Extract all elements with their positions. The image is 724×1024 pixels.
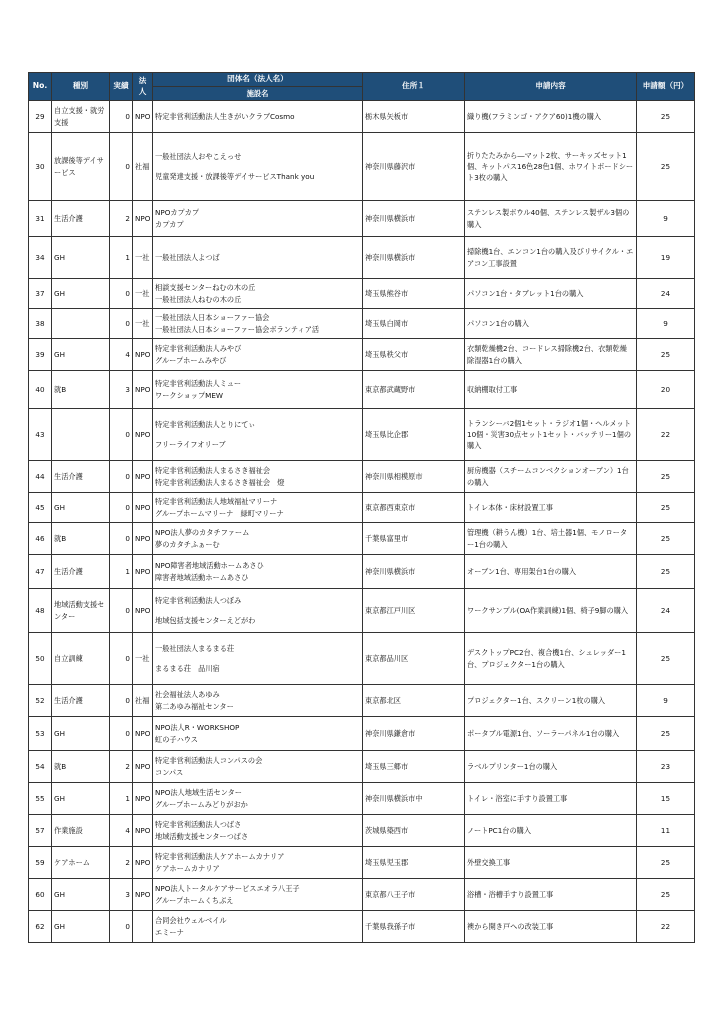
header-jisseki: 実績 xyxy=(110,73,133,101)
row-hojin: NPO xyxy=(133,339,153,371)
row-kind: GH xyxy=(52,879,110,911)
row-amount: 25 xyxy=(637,461,695,493)
row-amount: 15 xyxy=(637,783,695,815)
row-amount: 23 xyxy=(637,751,695,783)
row-org-name: 特定非営利活動法人とりにてぃ xyxy=(155,419,256,429)
row-facility-name: 一般社団法人ねむの木の丘 xyxy=(155,294,242,304)
header-amount: 申請額（円） xyxy=(637,73,695,101)
row-org-name: 特定非営利活動法人生きがいクラブCosmo xyxy=(155,111,295,121)
row-hojin: NPO xyxy=(133,493,153,523)
row-hojin: NPO xyxy=(133,409,153,461)
row-facility-name: 地域包括支援センターえどがわ xyxy=(155,616,256,625)
row-hojin: NPO xyxy=(133,847,153,879)
row-kind: 就B xyxy=(52,751,110,783)
row-jisseki: 0 xyxy=(110,461,133,493)
row-address: 茨城県築西市 xyxy=(363,815,465,847)
table-row xyxy=(29,371,695,409)
row-hojin: 一社 xyxy=(133,309,153,339)
row-request: 織り機(フラミンゴ・アクア60)1機の購入 xyxy=(465,101,637,133)
row-jisseki: 2 xyxy=(110,847,133,879)
row-request: トイレ本体・床材設置工事 xyxy=(465,493,637,523)
row-facility-name: 夢のカタチふぁーむ xyxy=(155,539,220,549)
row-address: 東京都北区 xyxy=(363,685,465,717)
row-request: ステンレス製ボウル40個、ステンレス製ザル3個の購入 xyxy=(465,201,637,237)
row-request: 厨房機器（スチームコンベクションオーブン）1台の購入 xyxy=(465,461,637,493)
row-request: ポータブル電源1台、ソーラーパネル1台の購入 xyxy=(465,717,637,751)
row-jisseki: 2 xyxy=(110,201,133,237)
row-no: 29 xyxy=(29,101,52,133)
row-no: 47 xyxy=(29,555,52,589)
table-row xyxy=(29,783,695,815)
row-amount: 25 xyxy=(637,339,695,371)
row-kind: GH xyxy=(52,493,110,523)
row-jisseki: 3 xyxy=(110,879,133,911)
row-amount: 19 xyxy=(637,237,695,279)
row-request: 襖から開き戸への改装工事 xyxy=(465,911,637,943)
row-no: 53 xyxy=(29,717,52,751)
row-hojin: 一社 xyxy=(133,237,153,279)
row-request: 掃除機1台、エンコン1台の購入及びリサイクル・エアコン工事設置 xyxy=(465,237,637,279)
row-request: デスクトップPC2台、複合機1台、シュレッダー1台、プロジェクター1台の購入 xyxy=(465,633,637,685)
row-address: 神奈川県藤沢市 xyxy=(363,133,465,201)
row-facility-name: 特定非営利活動法人まるさき福祉会 燈 xyxy=(155,477,285,487)
row-kind: GH xyxy=(52,783,110,815)
row-hojin: NPO xyxy=(133,717,153,751)
row-address: 埼玉県白岡市 xyxy=(363,309,465,339)
row-amount: 25 xyxy=(637,493,695,523)
row-request: ラベルプリンター1台の購入 xyxy=(465,751,637,783)
row-org-name: NPO障害者地域活動ホームあさひ xyxy=(155,561,264,571)
row-address: 神奈川県横浜市 xyxy=(363,237,465,279)
row-jisseki: 2 xyxy=(110,751,133,783)
row-request: 収納棚取付工事 xyxy=(465,371,637,409)
table-row xyxy=(29,493,695,523)
row-no: 57 xyxy=(29,815,52,847)
row-no: 50 xyxy=(29,633,52,685)
row-no: 44 xyxy=(29,461,52,493)
row-jisseki: 0 xyxy=(110,911,133,943)
row-no: 40 xyxy=(29,371,52,409)
row-request: 折りたたみから―マット2枚、サーキッズセット1個、キットパス16色28色1個、ホワイトボードシート3枚の購入 xyxy=(465,133,637,201)
row-organization xyxy=(153,461,363,493)
row-organization xyxy=(153,493,363,523)
row-address: 千葉県富里市 xyxy=(363,523,465,555)
row-address: 埼玉県児玉郡 xyxy=(363,847,465,879)
row-jisseki: 0 xyxy=(110,717,133,751)
row-organization xyxy=(153,555,363,589)
row-facility-name: エミーナ xyxy=(155,927,184,937)
row-amount: 25 xyxy=(637,879,695,911)
table-row xyxy=(29,633,695,685)
row-hojin: NPO xyxy=(133,523,153,555)
row-organization xyxy=(153,751,363,783)
row-hojin: 社福 xyxy=(133,685,153,717)
row-kind: 自立訓練 xyxy=(52,633,110,685)
row-kind xyxy=(52,309,110,339)
row-jisseki: 0 xyxy=(110,685,133,717)
row-no: 54 xyxy=(29,751,52,783)
row-amount: 25 xyxy=(637,555,695,589)
table-row xyxy=(29,237,695,279)
row-organization xyxy=(153,589,363,633)
row-org-name: 特定非営利活動法人つぼみ xyxy=(155,595,242,605)
row-organization xyxy=(153,309,363,339)
row-org-name: NPO法人夢のカタチファーム xyxy=(155,528,250,538)
row-request: 管理機（耕うん機）1台、培土器1個、モノローター1台の購入 xyxy=(465,523,637,555)
row-org-name: 社会福祉法人あゆみ xyxy=(155,690,220,700)
row-hojin: NPO xyxy=(133,461,153,493)
row-no: 62 xyxy=(29,911,52,943)
row-kind: 自立支援・就労支援 xyxy=(52,101,110,133)
row-request: 衣類乾燥機2台、コードレス掃除機2台、衣類乾燥除湿器1台の購入 xyxy=(465,339,637,371)
row-hojin xyxy=(133,911,153,943)
row-jisseki: 0 xyxy=(110,279,133,309)
row-organization xyxy=(153,279,363,309)
row-amount: 25 xyxy=(637,717,695,751)
row-hojin: NPO xyxy=(133,101,153,133)
row-jisseki: 1 xyxy=(110,555,133,589)
row-hojin: NPO xyxy=(133,371,153,409)
row-kind: 生活介護 xyxy=(52,201,110,237)
row-facility-name: 一般社団法人日本ショーファー協会ボランティア活 xyxy=(155,324,320,334)
row-organization xyxy=(153,371,363,409)
row-amount: 9 xyxy=(637,309,695,339)
table-row xyxy=(29,201,695,237)
row-kind: 生活介護 xyxy=(52,555,110,589)
row-hojin: NPO xyxy=(133,751,153,783)
row-no: 31 xyxy=(29,201,52,237)
row-amount: 20 xyxy=(637,371,695,409)
row-request: パソコン1台・タブレット1台の購入 xyxy=(465,279,637,309)
row-no: 45 xyxy=(29,493,52,523)
row-facility-name: 障害者地域活動ホームあさひ xyxy=(155,572,249,582)
row-address: 神奈川県鎌倉市 xyxy=(363,717,465,751)
row-jisseki: 4 xyxy=(110,815,133,847)
row-amount: 25 xyxy=(637,133,695,201)
row-address: 埼玉県熊谷市 xyxy=(363,279,465,309)
row-jisseki: 0 xyxy=(110,589,133,633)
row-amount: 25 xyxy=(637,847,695,879)
row-jisseki: 0 xyxy=(110,309,133,339)
row-amount: 11 xyxy=(637,815,695,847)
row-organization xyxy=(153,237,363,279)
row-facility-name: カプカプ xyxy=(155,219,184,229)
row-facility-name: グループホームくちぶえ xyxy=(155,895,234,905)
row-org-name: 特定非営利活動法人ミュー xyxy=(155,379,242,389)
row-jisseki: 0 xyxy=(110,133,133,201)
row-address: 東京都品川区 xyxy=(363,633,465,685)
table-row xyxy=(29,847,695,879)
row-address: 埼玉県比企郡 xyxy=(363,409,465,461)
row-org-name: NPO法人地域生活センター xyxy=(155,788,242,798)
row-facility-name: まるまる荘 品川宿 xyxy=(155,664,220,673)
row-hojin: NPO xyxy=(133,589,153,633)
row-address: 神奈川県横浜市中 xyxy=(363,783,465,815)
row-kind: GH xyxy=(52,279,110,309)
row-org-name: 一般社団法人よつば xyxy=(155,252,220,262)
row-facility-name: 第二あゆみ福祉センター xyxy=(155,701,234,711)
row-no: 43 xyxy=(29,409,52,461)
row-amount: 22 xyxy=(637,409,695,461)
row-request: プロジェクター1台、スクリーン1枚の購入 xyxy=(465,685,637,717)
row-hojin: NPO xyxy=(133,555,153,589)
row-no: 52 xyxy=(29,685,52,717)
row-address: 東京都西東京市 xyxy=(363,493,465,523)
row-no: 46 xyxy=(29,523,52,555)
row-org-name: NPO法人トータルケアサービスエオラ八王子 xyxy=(155,884,300,894)
table-row xyxy=(29,339,695,371)
row-kind: GH xyxy=(52,911,110,943)
row-address: 千葉県我孫子市 xyxy=(363,911,465,943)
row-org-name: 特定非営利活動法人つばさ xyxy=(155,820,242,830)
table-row xyxy=(29,461,695,493)
row-jisseki: 3 xyxy=(110,371,133,409)
header-org-sub: 施設名 xyxy=(153,87,363,101)
row-kind: 就B xyxy=(52,523,110,555)
row-amount: 25 xyxy=(637,523,695,555)
row-kind: GH xyxy=(52,339,110,371)
table-row xyxy=(29,523,695,555)
row-organization xyxy=(153,201,363,237)
row-kind: 地域活動支援センター xyxy=(52,589,110,633)
row-kind: 生活介護 xyxy=(52,461,110,493)
row-no: 37 xyxy=(29,279,52,309)
header-address: 住所１ xyxy=(363,73,465,101)
row-no: 59 xyxy=(29,847,52,879)
row-no: 30 xyxy=(29,133,52,201)
table-row xyxy=(29,409,695,461)
row-hojin: 一社 xyxy=(133,633,153,685)
row-jisseki: 0 xyxy=(110,493,133,523)
header-org-main: 団体名（法人名） xyxy=(153,73,363,87)
row-organization xyxy=(153,783,363,815)
row-org-name: NPOカプカプ xyxy=(155,208,200,218)
row-jisseki: 0 xyxy=(110,101,133,133)
row-hojin: NPO xyxy=(133,815,153,847)
row-address: 東京都八王子市 xyxy=(363,879,465,911)
row-request: トイレ・浴室に手すり設置工事 xyxy=(465,783,637,815)
row-organization xyxy=(153,339,363,371)
row-request: トランシーバ2個1セット・ラジオ1個・ヘルメット10個・災害30点セット1セット・バッテリー1個の購入 xyxy=(465,409,637,461)
row-kind: GH xyxy=(52,237,110,279)
grant-application-table xyxy=(28,72,695,943)
row-kind xyxy=(52,409,110,461)
row-kind: 就B xyxy=(52,371,110,409)
row-jisseki: 1 xyxy=(110,783,133,815)
row-jisseki: 0 xyxy=(110,633,133,685)
table-row xyxy=(29,717,695,751)
row-no: 60 xyxy=(29,879,52,911)
row-org-name: 特定非営利活動法人まるさき福祉会 xyxy=(155,466,271,476)
row-no: 34 xyxy=(29,237,52,279)
row-no: 55 xyxy=(29,783,52,815)
row-amount: 25 xyxy=(637,633,695,685)
row-organization xyxy=(153,133,363,201)
row-amount: 25 xyxy=(637,101,695,133)
row-amount: 24 xyxy=(637,589,695,633)
row-no: 48 xyxy=(29,589,52,633)
row-jisseki: 0 xyxy=(110,409,133,461)
row-amount: 9 xyxy=(637,201,695,237)
row-facility-name: グループホームマリーナ 緑町マリーナ xyxy=(155,508,284,518)
row-hojin: NPO xyxy=(133,879,153,911)
row-organization xyxy=(153,409,363,461)
row-facility-name: ケアホームカナリア xyxy=(155,863,220,873)
row-address: 神奈川県横浜市 xyxy=(363,555,465,589)
row-address: 東京都武蔵野市 xyxy=(363,371,465,409)
table-row xyxy=(29,911,695,943)
row-kind: 作業施設 xyxy=(52,815,110,847)
row-address: 埼玉県三郷市 xyxy=(363,751,465,783)
row-request: 浴槽・浴槽手すり設置工事 xyxy=(465,879,637,911)
row-organization xyxy=(153,633,363,685)
table-header xyxy=(29,73,695,101)
row-organization xyxy=(153,815,363,847)
row-org-name: 特定非営利活動法人地域福祉マリーナ xyxy=(155,497,278,507)
row-org-name: 合同会社ウェルベイル xyxy=(155,916,227,926)
row-kind: 放課後等デイサービス xyxy=(52,133,110,201)
row-org-name: 特定非営利活動法人ケアホームカナリア xyxy=(155,852,285,862)
row-org-name: 特定非営利活動法人みやび xyxy=(155,344,242,354)
row-kind: 生活介護 xyxy=(52,685,110,717)
row-jisseki: 1 xyxy=(110,237,133,279)
header-no: No. xyxy=(29,73,52,101)
row-organization xyxy=(153,101,363,133)
row-organization xyxy=(153,879,363,911)
row-organization xyxy=(153,847,363,879)
header-request: 申請内容 xyxy=(465,73,637,101)
row-jisseki: 4 xyxy=(110,339,133,371)
table-row xyxy=(29,555,695,589)
row-facility-name: グループホームみどりがおか xyxy=(155,799,248,809)
row-amount: 22 xyxy=(637,911,695,943)
row-hojin: 一社 xyxy=(133,279,153,309)
row-org-name: 一般社団法人日本ショーファー協会 xyxy=(155,313,270,323)
header-hojin: 法人 xyxy=(133,73,153,101)
table-row xyxy=(29,309,695,339)
table-row xyxy=(29,815,695,847)
row-org-name: 特定非営利活動法人コンパスの会 xyxy=(155,756,263,766)
row-request: ノートPC1台の購入 xyxy=(465,815,637,847)
row-address: 東京都江戸川区 xyxy=(363,589,465,633)
row-no: 38 xyxy=(29,309,52,339)
row-org-name: 一般社団法人まるまる荘 xyxy=(155,643,235,653)
row-organization xyxy=(153,523,363,555)
row-hojin: 社福 xyxy=(133,133,153,201)
table-row xyxy=(29,101,695,133)
row-org-name: NPO法人R・WORKSHOP xyxy=(155,723,240,733)
row-organization xyxy=(153,717,363,751)
row-no: 39 xyxy=(29,339,52,371)
row-facility-name: 虹の子ハウス xyxy=(155,734,198,744)
row-amount: 9 xyxy=(637,685,695,717)
row-request: 外壁交換工事 xyxy=(465,847,637,879)
row-facility-name: 児童発達支援・放課後等デイサービスThank you xyxy=(155,172,315,181)
row-kind: ケアホーム xyxy=(52,847,110,879)
row-jisseki: 0 xyxy=(110,523,133,555)
table-body xyxy=(29,101,695,943)
row-org-name: 相談支援センターねむの木の丘 xyxy=(155,283,256,293)
table-row xyxy=(29,589,695,633)
row-facility-name: 地域活動支援センターつばさ xyxy=(155,831,249,841)
table-row xyxy=(29,279,695,309)
row-org-name: 一般社団法人おやこえっせ xyxy=(155,151,242,161)
table-row xyxy=(29,751,695,783)
row-address: 栃木県矢板市 xyxy=(363,101,465,133)
row-request: パソコン1台の購入 xyxy=(465,309,637,339)
row-address: 神奈川県横浜市 xyxy=(363,201,465,237)
row-amount: 24 xyxy=(637,279,695,309)
row-hojin: NPO xyxy=(133,201,153,237)
row-address: 神奈川県相模原市 xyxy=(363,461,465,493)
row-request: ワークサンプル(OA作業訓練)1個、椅子9脚の購入 xyxy=(465,589,637,633)
row-kind: GH xyxy=(52,717,110,751)
table-row xyxy=(29,879,695,911)
header-kind: 種別 xyxy=(52,73,110,101)
row-facility-name: グループホームみやび xyxy=(155,355,227,365)
row-address: 埼玉県秩父市 xyxy=(363,339,465,371)
table-row xyxy=(29,133,695,201)
row-hojin: NPO xyxy=(133,783,153,815)
row-organization xyxy=(153,685,363,717)
row-facility-name: ワークショップMEW xyxy=(155,390,224,400)
row-request: オーブン1台、専用架台1台の購入 xyxy=(465,555,637,589)
row-facility-name: コンパス xyxy=(155,767,184,777)
table-row xyxy=(29,685,695,717)
row-facility-name: フリーライフオリーブ xyxy=(155,440,226,449)
row-organization xyxy=(153,911,363,943)
